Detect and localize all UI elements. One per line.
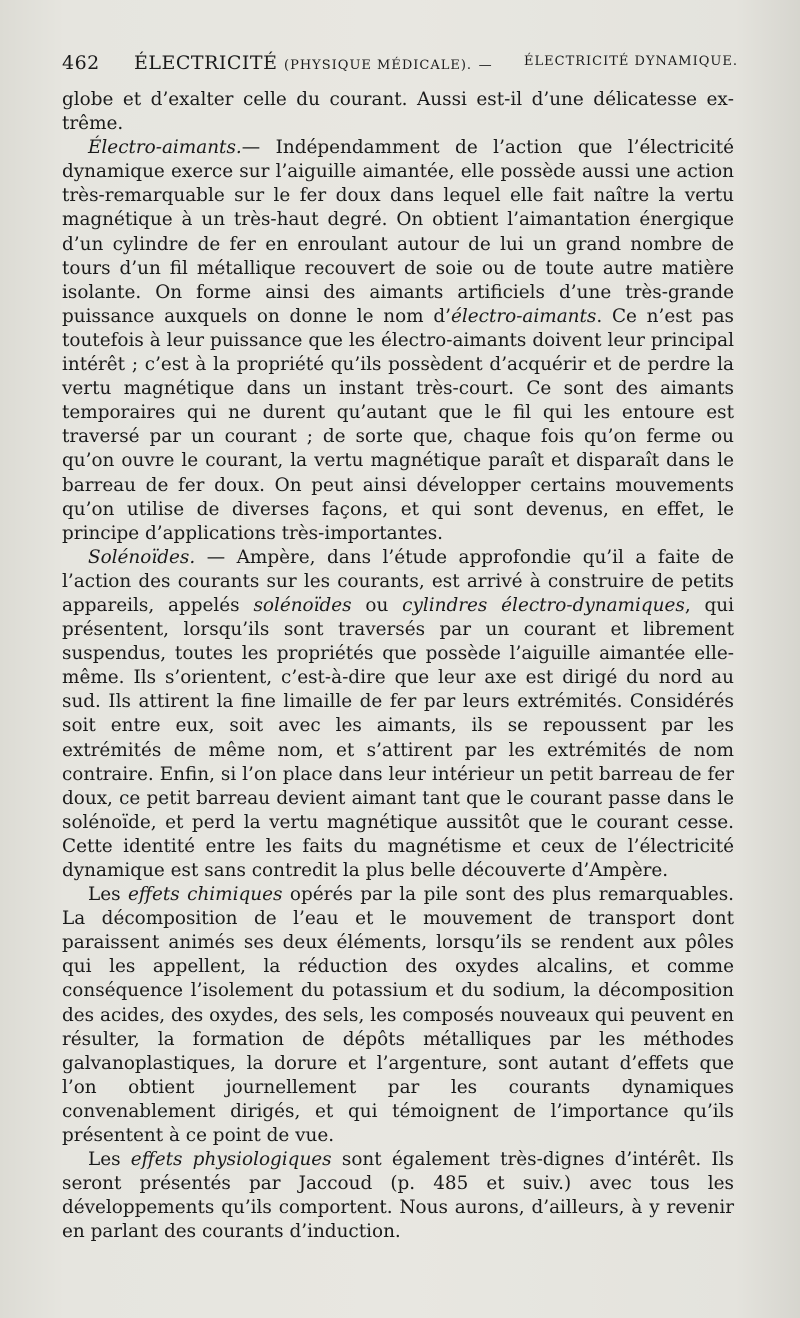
italic-term: Solénoïdes. xyxy=(88,546,196,568)
italic-term: électro-aimants xyxy=(451,305,597,327)
text-run: sont également très-dignes d’intérêt. Ils seront présentés par Jaccoud (p. 485 et suiv.) avec tous les développements qu’ils comportent. Nous aurons, d’ailleurs, à y revenir en parlant des courants d’induction. xyxy=(62,1149,734,1243)
paragraph-effets-chimiques xyxy=(62,883,734,1148)
text-run: opérés par la pile sont des plus remarquables. La décomposition de l’eau et le mouvement de transport dont paraissent animés ses deux éléments, lorsqu’ils se rendent aux pôles qui les appellent, la réduction des oxydes alcalins, et comme conséquence l’isolement du potassium et du sodium, la décomposition des acides, des oxydes, des sels, les composés nouveaux qui peuvent en résulter, la formation de dépôts métalliques par les méthodes galvanoplastiques, la dorure et l’argenture, sont autant d’effets que l’on obtient journellement par les courants dynamiques convenablement dirigés, et qui témoignent de l’importance qu’ils présentent à ce point de vue. xyxy=(62,884,734,1147)
italic-term: cylindres électro-dynamiques xyxy=(402,594,685,616)
text-run: . Ce n’est pas toutefois à leur puissance que les électro-aimants doivent leur principal intérêt ; c’est à la propriété qu’ils possèdent d’acquérir et de perdre la vertu magnétique dans un instant très-court. Ce sont des aimants temporaires qui ne durent qu’autant que le fil qui les entoure est traversé par un courant ; de sorte que, chaque fois qu’on ferme ou qu’on ouvre le courant, la vertu magnétique paraît et disparaît dans le barreau de fer doux. On peut ainsi développer certains mouvements qu’on utilise de diverses façons, et qui sont devenus, en effet, le principe d’applications très-importantes. xyxy=(62,305,734,544)
text-run: — Indépendamment de l’action que l’électricité dynamique exerce sur l’aiguille aimantée, elle possède aussi une action très-remarquable sur le fer doux dans lequel elle fait naître la vertu magnétique à un très-haut degré. On obtient l’aimantation énergique d’un cylindre de fer en enroulant autour de lui un grand nombre de tours d’un fil métallique recouvert de soie ou de toute autre matière isolante. On forme ainsi des aimants artificiels d’une très-grande puissance auxquels on donne le nom d’ xyxy=(62,137,734,327)
text-run: — Ampère, dans l’étude approfondie qu’il a faite de l’action des courants sur les courants, est arrivé à construire de petits appareils, appelés xyxy=(62,546,734,616)
running-title xyxy=(134,52,493,74)
paragraph-effets-physiologiques xyxy=(62,1148,734,1244)
text-run: Les xyxy=(88,884,129,906)
italic-term: effets physiologiques xyxy=(130,1149,332,1171)
paragraph xyxy=(62,88,734,136)
running-header xyxy=(62,52,738,82)
running-title-dash: — xyxy=(478,58,493,73)
running-section-title: ÉLECTRICITÉ DYNAMIQUE. xyxy=(524,54,738,69)
page-number: 462 xyxy=(62,52,100,74)
text-run: , qui présentent, lorsqu’ils sont traversés par un courant et librement suspendus, toutes les propriétés que possède l’aiguille aimantée elle-même. Ils s’orientent, c’est-à-dire que leur axe est dirigé du nord au sud. Ils attirent la fine limaille de fer par leurs extrémités. Considérés soit entre eux, soit avec les aimants, ils se repoussent par les extrémités de même nom, et s’attirent par les extrémités de nom contraire. Enfin, si l’on place dans leur intérieur un petit barreau de fer doux, ce petit barreau devient aimant tant que le courant passe dans le solénoïde, et perd la vertu magnétique aussitôt que le courant cesse. Cette identité entre les faits du magnétisme et ceux de l’électricité dynamique est sans contredit la plus belle découverte d’Ampère. xyxy=(62,594,734,881)
italic-term: effets chimiques xyxy=(128,884,283,906)
italic-term: solénoïdes xyxy=(253,594,352,616)
text-run: ou xyxy=(351,594,403,616)
running-title-main: ÉLECTRICITÉ xyxy=(134,52,278,74)
paragraph-electro-aimants xyxy=(62,136,734,546)
paragraph-solenoides xyxy=(62,546,734,883)
running-title-subtitle: (PHYSIQUE MÉDICALE). xyxy=(284,58,473,73)
body-text xyxy=(62,88,734,1245)
italic-term: Électro-aimants. xyxy=(88,137,242,159)
text-run: globe et d’exalter celle du courant. Aussi est-il d’une délicatesse extrême. xyxy=(62,89,734,135)
text-run: Les xyxy=(88,1149,131,1171)
